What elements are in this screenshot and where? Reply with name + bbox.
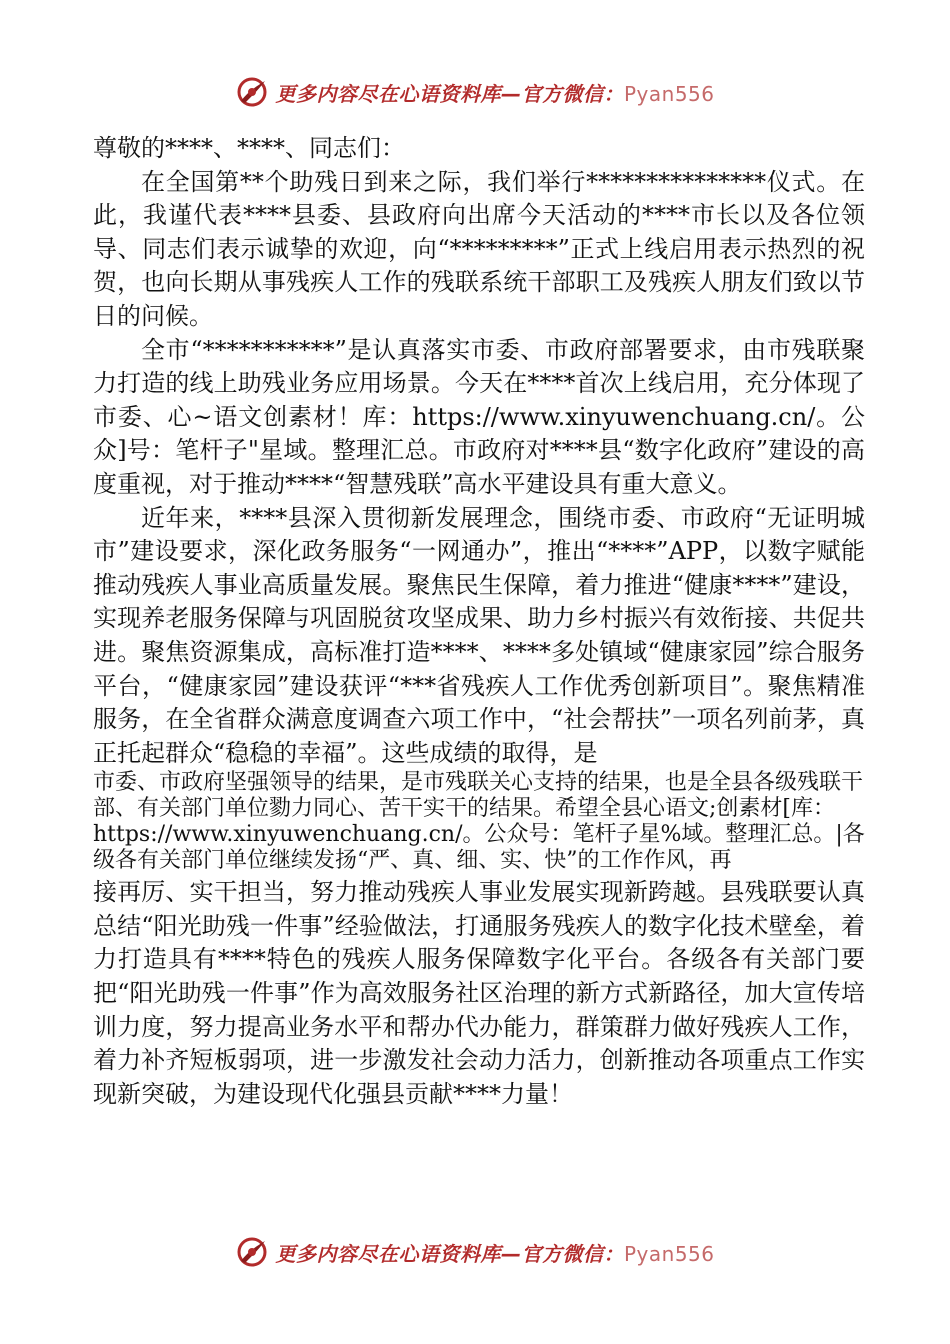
- footer-banner-wechat-id: Pyan556: [623, 1241, 715, 1266]
- footer-banner-text: [275, 1238, 714, 1267]
- header-banner-slogan: 更多内容尽在心语资料库—官方微信：: [275, 81, 624, 106]
- paragraph-4: 市委、市政府坚强领导的结果，是市残联关心支持的结果，也是全县各级残联干部、有关部门单位勠力同心、苦干实干的结果。希望全县心语文;创素材[库：https://www.xinyuwenchuang.cn/。公众号：笔杆子星%域。整理汇总。|各级各有关部门单位继续发扬“严、真、细、实、快”的工作作风，再: [93, 770, 865, 874]
- header-banner-text: [275, 78, 714, 107]
- quill-logo-icon: [235, 75, 269, 109]
- quill-logo-icon: [235, 1235, 269, 1269]
- paragraph-1: 在全国第**个助残日到来之际，我们举行***************仪式。在此，我谨代表****县委、县政府向出席今天活动的****市长以及各位领导、同志们表示诚挚的欢迎，向“*********”正式上线启用表示热烈的祝贺，也向长期从事残疾人工作的残联系统干部职工及残疾人朋友们致以节日的问候。: [93, 167, 865, 330]
- header-banner: [0, 70, 950, 114]
- footer-banner: [0, 1230, 950, 1274]
- header-banner-wechat-id: Pyan556: [623, 81, 715, 106]
- paragraph-5: 接再厉、实干担当，努力推动残疾人事业发展实现新跨越。县残联要认真总结“阳光助残一件事”经验做法，打通服务残疾人的数字化技术壁垒，着力打造具有****特色的残疾人服务保障数字化平台。各级各有关部门要把“阳光助残一件事”作为高效服务社区治理的新方式新路径，加大宣传培训力度，努力提高业务水平和帮办代办能力，群策群力做好残疾人工作，着力补齐短板弱项，进一步激发社会动力活力，创新推动各项重点工作实现新突破，为建设现代化强县贡献****力量！: [93, 878, 865, 1108]
- document-body: [93, 132, 865, 1111]
- paragraph-2: 全市“***********”是认真落实市委、市政府部署要求，由市残联聚力打造的线上助残业务应用场景。今天在****首次上线启用，充分体现了市委、心~语文创素材！库：https://www.xinyuwenchuang.cn/。公众]号：笔杆子"星域。整理汇总。市政府对****县“数字化政府”建设的高度重视，对于推动****“智慧残联”高水平建设具有重大意义。: [93, 335, 865, 498]
- paragraph-3: 近年来，****县深入贯彻新发展理念，围绕市委、市政府“无证明城市”建设要求，深化政务服务“一网通办”，推出“****”APP，以数字赋能推动残疾人事业高质量发展。聚焦民生保障，着力推进“健康****”建设，实现养老服务保障与巩固脱贫攻坚成果、助力乡村振兴有效衔接、共促共进。聚焦资源集成，高标准打造****、****多处镇域“健康家园”综合服务平台，“健康家园”建设获评“***省残疾人工作优秀创新项目”。聚焦精准服务，在全省群众满意度调查六项工作中，“社会帮扶”一项名列前茅，真正托起群众“稳稳的幸福”。这些成绩的取得，是: [93, 503, 865, 767]
- salutation: 尊敬的****、****、同志们：: [93, 134, 405, 162]
- footer-banner-slogan: 更多内容尽在心语资料库—官方微信：: [275, 1241, 624, 1266]
